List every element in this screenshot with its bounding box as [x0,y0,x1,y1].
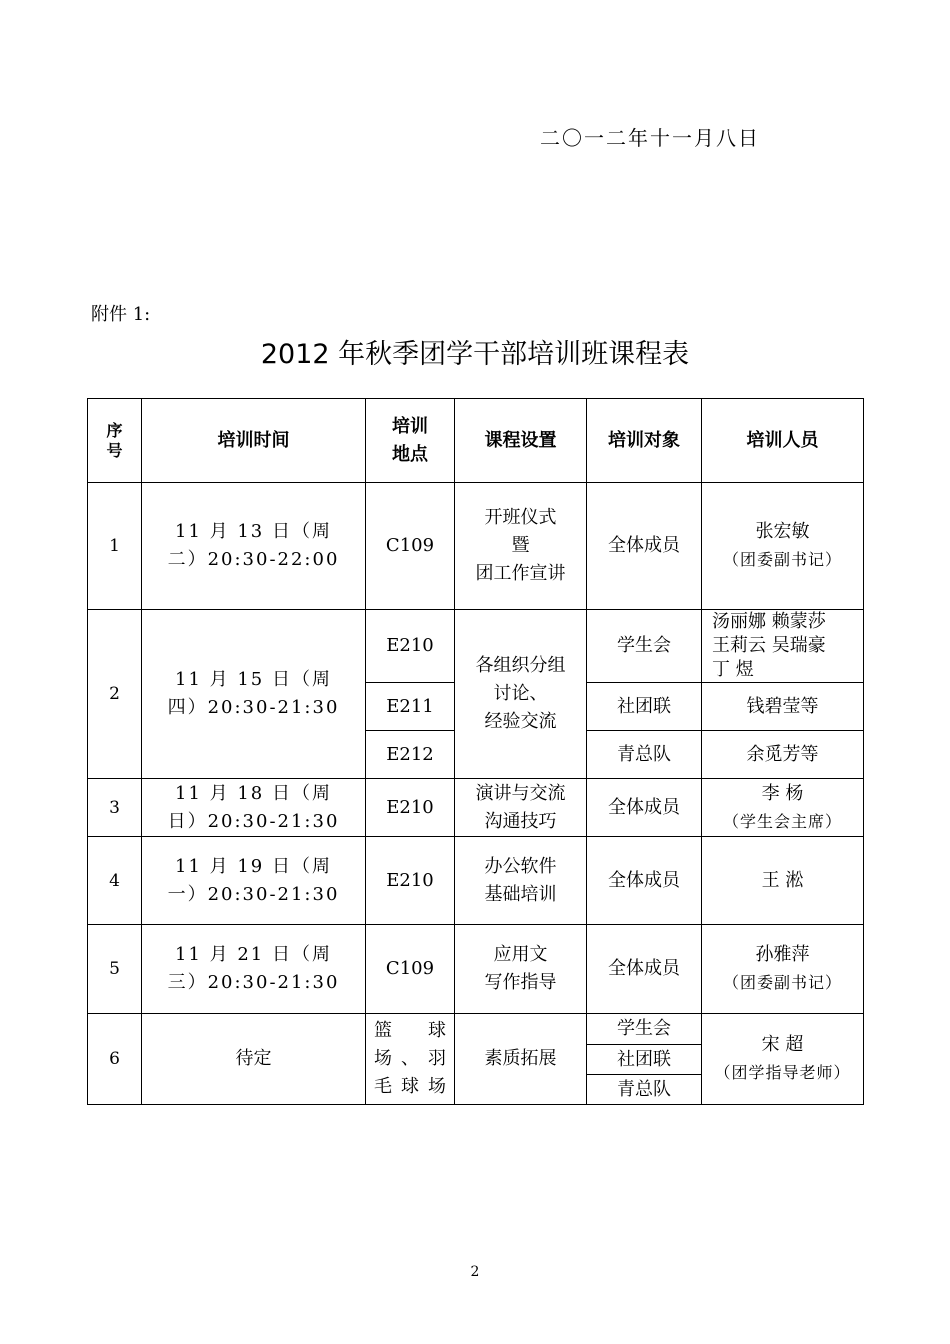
row-seq: 1 [88,483,142,610]
row-seq: 3 [88,779,142,837]
row-audience: 全体成员 [587,837,702,925]
row-venue: E212 [366,731,455,779]
table-row [88,1014,864,1045]
table-row [88,483,864,610]
row-trainer: 宋 超 （团学指导老师） [702,1014,864,1105]
table-row [88,837,864,925]
header-venue: 培训 地点 [366,399,455,483]
row-trainer: 王 淞 [702,837,864,925]
row-course: 办公软件 基础培训 [455,837,587,925]
row-venue: 篮球 场、羽 毛球场 [366,1014,455,1105]
header-trainer: 培训人员 [702,399,864,483]
row-trainer: 余觅芳等 [702,731,864,779]
row-venue: E210 [366,837,455,925]
row-seq: 5 [88,925,142,1014]
row-trainer: 汤丽娜 赖蒙莎 王莉云 吴瑞豪 丁 煜 [702,610,864,683]
row-time: 待定 [142,1014,366,1105]
row-time: 11 月 13 日（周 二）20:30-22:00 [142,483,366,610]
table-row [88,925,864,1014]
row-course: 应用文 写作指导 [455,925,587,1014]
row-audience: 社团联 [587,683,702,731]
row-course: 演讲与交流 沟通技巧 [455,779,587,837]
row-trainer: 李 杨 （学生会主席） [702,779,864,837]
header-course: 课程设置 [455,399,587,483]
row-seq: 6 [88,1014,142,1105]
table-row [88,779,864,837]
page-title: 2012 年秋季团学干部培训班课程表 [260,339,690,370]
header-time: 培训时间 [142,399,366,483]
row-audience: 全体成员 [587,483,702,610]
row-venue: C109 [366,483,455,610]
row-time: 11 月 19 日（周 一）20:30-21:30 [142,837,366,925]
row-venue: E210 [366,779,455,837]
row-time: 11 月 21 日（周 三）20:30-21:30 [142,925,366,1014]
row-audience: 学生会 [587,1014,702,1045]
row-audience: 青总队 [587,731,702,779]
page-number: 2 [470,1264,480,1280]
row-audience: 全体成员 [587,925,702,1014]
row-audience: 学生会 [587,610,702,683]
row-time: 11 月 15 日（周 四）20:30-21:30 [142,610,366,779]
row-trainer: 张宏敏 （团委副书记） [702,483,864,610]
header-row [88,399,864,483]
header-seq: 序号 [88,399,142,483]
row-course: 各组织分组 讨论、 经验交流 [455,610,587,779]
row-course: 素质拓展 [455,1014,587,1105]
row-seq: 4 [88,837,142,925]
row-venue: C109 [366,925,455,1014]
row-venue: E210 [366,610,455,683]
row-seq: 2 [88,610,142,779]
row-audience: 全体成员 [587,779,702,837]
schedule-table [87,398,864,1105]
header-audience: 培训对象 [587,399,702,483]
table-row [88,610,864,683]
row-audience: 社团联 [587,1045,702,1075]
row-course: 开班仪式 暨 团工作宣讲 [455,483,587,610]
row-trainer: 钱碧莹等 [702,683,864,731]
row-time: 11 月 18 日（周 日）20:30-21:30 [142,779,366,837]
attachment-label: 附件 1: [91,304,151,325]
row-trainer: 孙雅萍 （团委副书记） [702,925,864,1014]
row-audience: 青总队 [587,1075,702,1105]
document-date: 二〇一二年十一月八日 [540,126,760,150]
row-venue: E211 [366,683,455,731]
